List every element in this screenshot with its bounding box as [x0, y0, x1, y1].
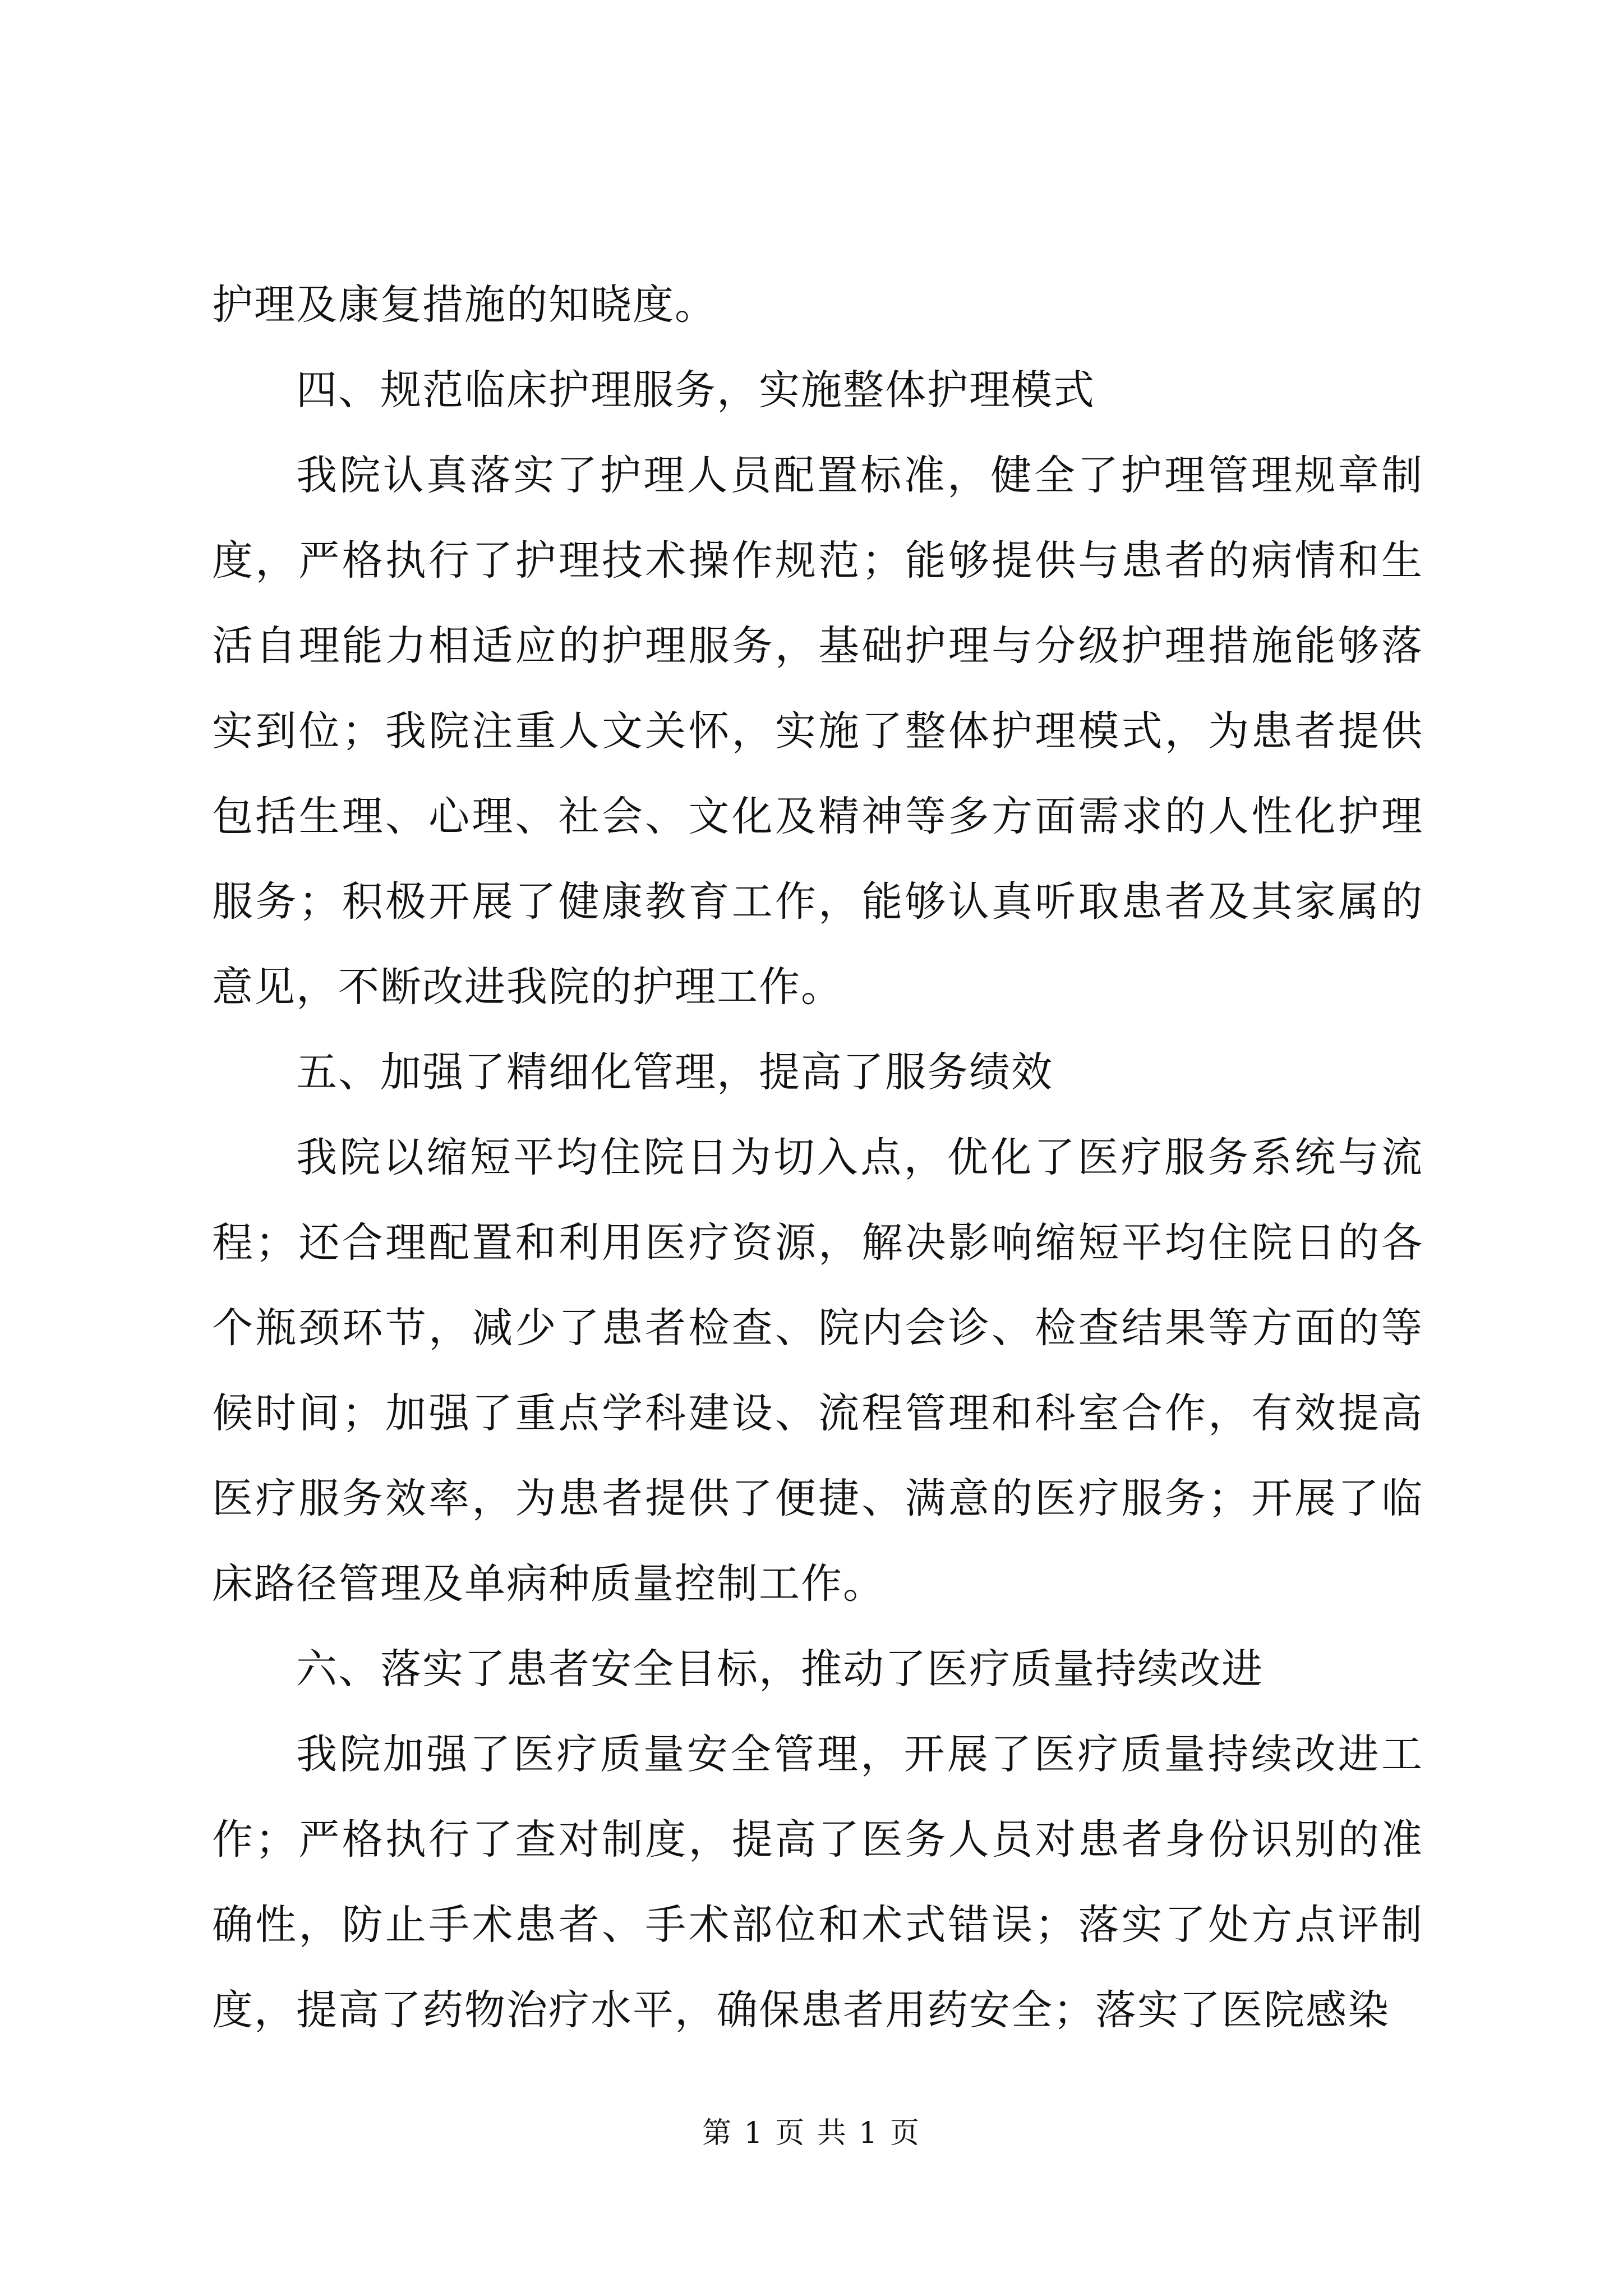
paragraph-patient-safety: 我院加强了医疗质量安全管理，开展了医疗质量持续改进工作；严格执行了查对制度，提高了医务人员对患者身份识别的准确性，防止手术患者、手术部位和术式错误；落实了处方点评制度，提高了药物治疗水平，确保患者用药安全；落实了医院感染	[212, 1731, 1423, 2034]
page-number-footer: 第 1 页 共 1 页	[702, 2116, 921, 2150]
document-body	[212, 263, 1423, 2053]
paragraph-refined-management: 我院以缩短平均住院日为切入点，优化了医疗服务系统与流程；还合理配置和利用医疗资源，解决影响缩短平均住院日的各个瓶颈环节，减少了患者检查、院内会诊、检查结果等方面的等候时间；加强了重点学科建设、流程管理和科室合作，有效提高医疗服务效率，为患者提供了便捷、满意的医疗服务；开展了临床路径管理及单病种质量控制工作。	[212, 1134, 1423, 1608]
paragraph-nursing-service: 我院认真落实了护理人员配置标准，健全了护理管理规章制度，严格执行了护理技术操作规范；能够提供与患者的病情和生活自理能力相适应的护理服务，基础护理与分级护理措施能够落实到位；我院注重人文关怀，实施了整体护理模式，为患者提供包括生理、心理、社会、文化及精神等多方面需求的人性化护理服务；积极开展了健康教育工作，能够认真听取患者及其家属的意见，不断改进我院的护理工作。	[212, 452, 1423, 1011]
section-heading-6: 六、落实了患者安全目标，推动了医疗质量持续改进	[296, 1645, 1264, 1693]
section-heading-5: 五、加强了精细化管理，提高了服务绩效	[296, 1048, 1053, 1096]
section-heading-4: 四、规范临床护理服务，实施整体护理模式	[296, 366, 1095, 414]
paragraph-continuation: 护理及康复措施的知晓度。	[212, 281, 717, 329]
